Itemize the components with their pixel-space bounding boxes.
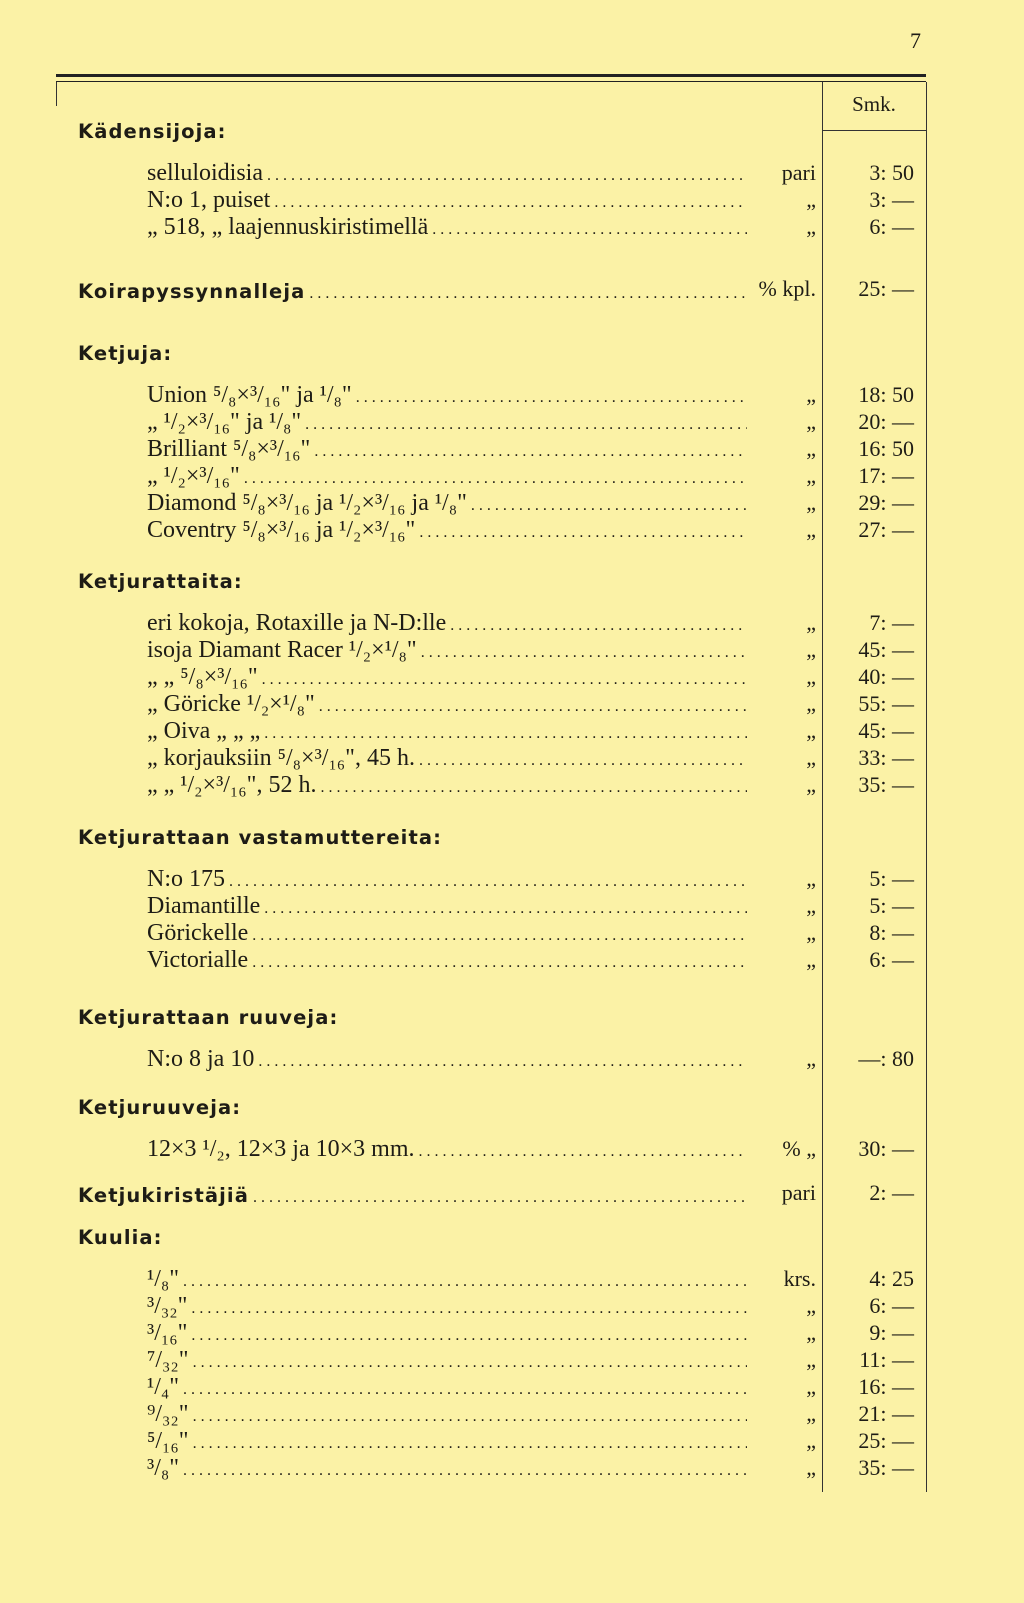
item-price: 45: —: [858, 637, 914, 662]
item-unit: „: [752, 382, 816, 408]
item-price: 9: —: [869, 1320, 914, 1345]
item-unit: „: [752, 1428, 816, 1454]
item-price: 11: —: [859, 1347, 914, 1372]
item-unit: % „: [752, 1136, 816, 1162]
item-label: N:o 175 . . .: [147, 866, 747, 893]
price-row: [0, 1347, 1024, 1375]
price-row: [0, 1428, 1024, 1456]
price-row: [0, 187, 1024, 215]
price-row: [0, 893, 1024, 921]
item-unit: „: [752, 1455, 816, 1481]
item-price: 5: —: [869, 866, 914, 891]
price-row: [0, 866, 1024, 894]
price-row: [0, 409, 1024, 437]
item-price: 33: —: [858, 745, 914, 770]
item-label: „ ¹/₂×³/₁₆" ja ¹/₈" . . .: [147, 409, 747, 436]
item-unit: % kpl.: [752, 276, 816, 302]
item-label: ⁷/₃₂" . . .: [147, 1347, 747, 1374]
price-row: [0, 436, 1024, 464]
item-unit: „: [752, 490, 816, 516]
price-row: [0, 1401, 1024, 1429]
section-heading: Kuulia:: [78, 1226, 163, 1249]
item-price: 5: —: [869, 893, 914, 918]
item-label: eri kokoja, Rotaxille ja N-D:lle . . .: [147, 610, 747, 637]
item-unit: „: [752, 1374, 816, 1400]
price-row: [0, 1374, 1024, 1402]
item-label: „ ¹/₂×³/₁₆" . . .: [147, 463, 747, 490]
price-row: [0, 214, 1024, 242]
item-price: 25: —: [858, 276, 914, 301]
item-unit: „: [752, 947, 816, 973]
item-unit: „: [752, 463, 816, 489]
item-label: „ 518, „ laajennuskiristimellä . . .: [147, 214, 747, 241]
item-label: ⁹/₃₂" . . .: [147, 1401, 747, 1428]
top-rule-thin: [56, 81, 926, 82]
price-row: [0, 1136, 1024, 1164]
item-unit: „: [752, 214, 816, 240]
price-row: [0, 610, 1024, 638]
item-label: ³/₁₆" . . .: [147, 1320, 747, 1347]
currency-header: Smk.: [852, 92, 896, 116]
item-unit: pari: [752, 160, 816, 186]
item-label: ³/₈" . . .: [147, 1455, 747, 1482]
item-price: 16: —: [858, 1374, 914, 1399]
item-price: 8: —: [869, 920, 914, 945]
price-row: [0, 276, 1024, 304]
item-price: 29: —: [858, 490, 914, 515]
item-unit: „: [752, 920, 816, 946]
item-unit: „: [752, 1347, 816, 1373]
item-label: isoja Diamant Racer ¹/₂×¹/₈" . . .: [147, 637, 747, 664]
item-label: Coventry ⁵/₈×³/₁₆ ja ¹/₂×³/₁₆" . . .: [147, 517, 747, 544]
item-unit: „: [752, 718, 816, 744]
item-unit: „: [752, 610, 816, 636]
item-price: 3: 50: [869, 160, 914, 185]
item-unit: pari: [752, 1180, 816, 1206]
price-row: [0, 637, 1024, 665]
item-label: „ „ ⁵/₈×³/₁₆" . . .: [147, 664, 747, 691]
section-heading: Ketjurattaan vastamuttereita:: [78, 826, 443, 849]
item-price: 4: 25: [869, 1266, 914, 1291]
item-label: Victorialle . . .: [147, 947, 747, 974]
currency-header-rule: [822, 130, 926, 131]
item-unit: „: [752, 664, 816, 690]
item-unit: „: [752, 637, 816, 663]
section-heading: Ketjuruuveja:: [78, 1096, 242, 1119]
item-price: 40: —: [858, 664, 914, 689]
item-label: „ Göricke ¹/₂×¹/₈" . . .: [147, 691, 747, 718]
item-price: 7: —: [869, 610, 914, 635]
section-heading: Ketjurattaan ruuveja:: [78, 1006, 339, 1029]
item-label: Diamond ⁵/₈×³/₁₆ ja ¹/₂×³/₁₆ ja ¹/₈" . . .: [147, 490, 747, 517]
item-price: 2: —: [869, 1180, 914, 1205]
top-rule: [56, 74, 926, 77]
price-row: [0, 745, 1024, 773]
left-column-rule: [56, 82, 57, 106]
item-unit: „: [752, 1293, 816, 1319]
price-row: [0, 1180, 1024, 1208]
item-price: 16: 50: [858, 436, 914, 461]
item-price: 3: —: [869, 187, 914, 212]
item-price: 35: —: [858, 1455, 914, 1480]
item-price: 6: —: [869, 1293, 914, 1318]
section-heading: Kädensijoja:: [78, 120, 227, 143]
price-row: [0, 517, 1024, 545]
item-price: 6: —: [869, 947, 914, 972]
price-row: [0, 1293, 1024, 1321]
item-price: 35: —: [858, 772, 914, 797]
item-price: —: 80: [858, 1046, 914, 1071]
price-row: [0, 947, 1024, 975]
item-unit: „: [752, 745, 816, 771]
item-price: 55: —: [858, 691, 914, 716]
price-row: [0, 160, 1024, 188]
item-unit: „: [752, 187, 816, 213]
item-price: 18: 50: [858, 382, 914, 407]
item-price: 45: —: [858, 718, 914, 743]
item-label: „ „ ¹/₂×³/₁₆", 52 h. . . .: [147, 772, 747, 799]
item-unit: „: [752, 409, 816, 435]
page-number: 7: [910, 28, 921, 53]
price-row: [0, 1320, 1024, 1348]
item-unit: „: [752, 517, 816, 543]
item-label: „ Oiva „ „ „ . . .: [147, 718, 747, 745]
item-label: ¹/₈" . . .: [147, 1266, 747, 1293]
item-label: selluloidisia . . .: [147, 160, 747, 187]
item-label: N:o 8 ja 10 . . .: [147, 1046, 747, 1073]
price-row: [0, 463, 1024, 491]
item-label: Görickelle . . .: [147, 920, 747, 947]
item-label: „ korjauksiin ⁵/₈×³/₁₆", 45 h. . . .: [147, 745, 747, 772]
price-row: [0, 1046, 1024, 1074]
item-label: Diamantille . . .: [147, 893, 747, 920]
item-unit: „: [752, 1046, 816, 1072]
price-row: [0, 772, 1024, 800]
item-unit: „: [752, 1401, 816, 1427]
price-row: [0, 1266, 1024, 1294]
item-unit: krs.: [752, 1266, 816, 1292]
item-label: N:o 1, puiset . . .: [147, 187, 747, 214]
item-label: Brilliant ⁵/₈×³/₁₆" . . .: [147, 436, 747, 463]
price-row: [0, 1455, 1024, 1483]
price-row: [0, 664, 1024, 692]
price-row: [0, 718, 1024, 746]
price-row: [0, 691, 1024, 719]
section-heading: Ketjuja:: [78, 342, 173, 365]
item-label: ⁵/₁₆" . . .: [147, 1428, 747, 1455]
item-unit: „: [752, 436, 816, 462]
item-label: ¹/₄" . . .: [147, 1374, 747, 1401]
price-row: [0, 920, 1024, 948]
item-unit: „: [752, 691, 816, 717]
section-heading: Ketjurattaita:: [78, 570, 243, 593]
item-price: 27: —: [858, 517, 914, 542]
item-price: 21: —: [858, 1401, 914, 1426]
item-unit: „: [752, 893, 816, 919]
item-unit: „: [752, 772, 816, 798]
item-price: 25: —: [858, 1428, 914, 1453]
item-label: 12×3 ¹/₂, 12×3 ja 10×3 mm. . . .: [147, 1136, 747, 1163]
section-heading-inline: Koirapyssynnalleja . . .: [78, 280, 748, 303]
item-unit: „: [752, 866, 816, 892]
item-unit: „: [752, 1320, 816, 1346]
item-price: 17: —: [858, 463, 914, 488]
price-row: [0, 382, 1024, 410]
item-price: 30: —: [858, 1136, 914, 1161]
price-row: [0, 490, 1024, 518]
item-price: 20: —: [858, 409, 914, 434]
item-price: 6: —: [869, 214, 914, 239]
item-label: ³/₃₂" . . .: [147, 1293, 747, 1320]
section-heading-inline: Ketjukiristäjiä . . .: [78, 1184, 748, 1207]
item-label: Union ⁵/₈×³/₁₆" ja ¹/₈" . . .: [147, 382, 747, 409]
